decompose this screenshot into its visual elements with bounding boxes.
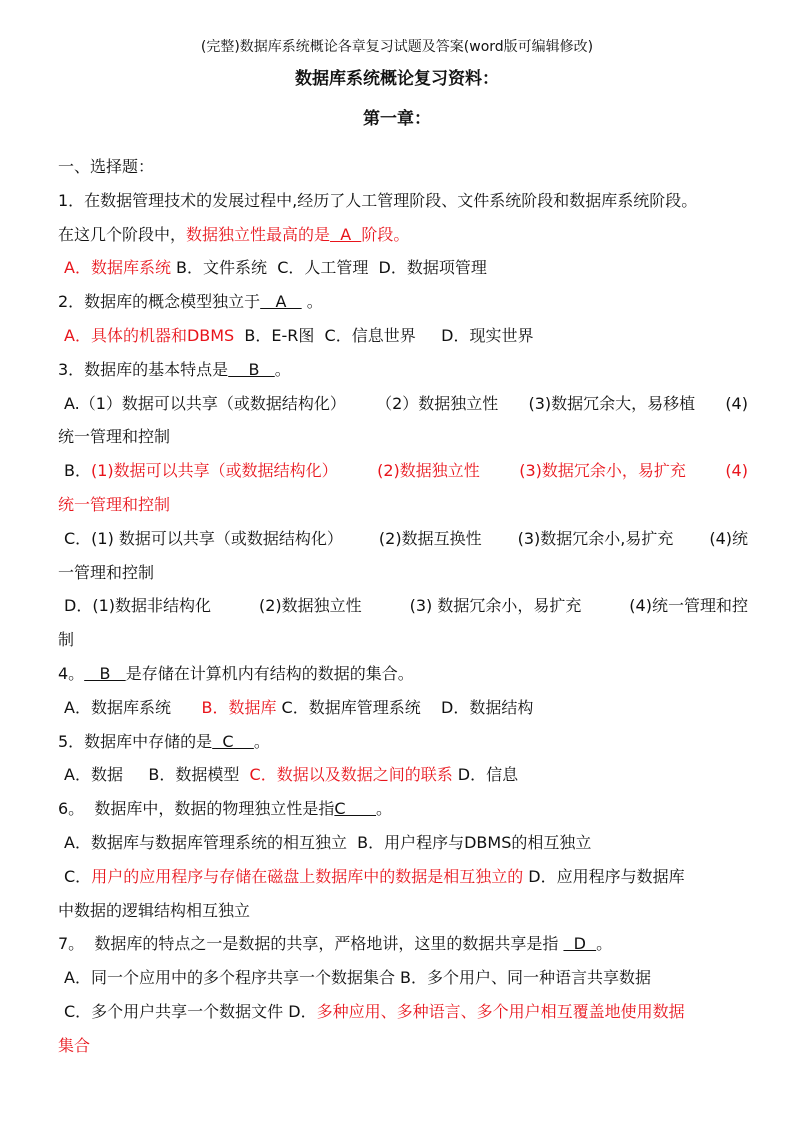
q3-d-part1: D．(1)数据非结构化 [64,596,211,616]
q3-option-b-line2: 统一管理和控制 [58,494,171,514]
q7-stem [58,927,748,961]
q3-a-part4: (4) [725,393,748,413]
q4-stem [58,657,748,691]
q2-stem [58,285,748,319]
q7-option-d-line2: 集合 [58,1035,91,1055]
q5-option-c: C．数据以及数据之间的联系 [249,765,453,785]
q5-answer-blank: C [212,731,254,751]
q3-stem-end: 。 [274,359,291,379]
q6-option-d-line2: 中数据的逻辑结构相互独立 [58,900,251,920]
q3-d-part2: (2)数据独立性 [258,596,362,616]
q2-option-rest: B．E-R图 C．信息世界 D．现实世界 [234,325,534,345]
q6-options-cd [58,860,748,894]
q4-option-rest: C．数据库管理系统 D．数据结构 [276,697,534,717]
q1-stem-plain: 在这几个阶段中， [58,224,187,244]
q4-stem-num: 4。 [58,663,85,683]
q4-stem-text: 是存储在计算机内有结构的数据的集合。 [125,663,414,683]
q1-stem-line1: 1．在数据管理技术的发展过程中,经历了人工管理阶段、文件系统阶段和数据库系统阶段。 [58,190,698,210]
q1-option-a: A．数据库系统 [64,258,171,278]
q5-option-ab: A．数据 B．数据模型 [64,765,250,785]
q6-option-d: D．应用程序与数据库 [523,866,685,886]
q2-answer-blank: A [260,292,302,312]
q1-stem-red: 数据独立性最高的是 [186,224,331,244]
q3-c-part4: (4)统 [709,528,748,548]
q6-stem-end: 。 [376,799,393,819]
q1-options [58,251,748,285]
q3-d-part3: (3) 数据冗余小，易扩充 [409,596,582,616]
q3-b-part4: (4) [725,461,748,481]
q3-a-part1: A.（1）数据可以共享（或数据结构化） [64,393,346,413]
q1-answer-blank: A [330,224,362,244]
q3-c-part2: (2)数据互换性 [378,528,482,548]
q7-option-d: 多种应用、多种语言、多个用户相互覆盖地使用数据 [316,1001,685,1021]
page-header: (完整)数据库系统概论各章复习试题及答案(word版可编辑修改) [200,39,594,55]
q1-stem-line2 [58,218,748,252]
section-heading: 一、选择题： [58,157,155,176]
q3-b-label: B． [64,461,91,481]
q3-a-part2: （2）数据独立性 [376,393,499,413]
q7-stem-text: 7。 数据库的特点之一是数据的共享，严格地讲，这里的数据共享是指 [58,934,564,954]
q3-c-part1: C．(1) 数据可以共享（或数据结构化） [64,528,343,548]
q6-stem-text: 6。 数据库中，数据的物理独立性是指 [58,799,335,819]
chapter-heading: 第一章： [363,109,431,129]
q5-stem [58,725,748,759]
q5-stem-text: 5．数据库中存储的是 [58,731,213,751]
q1-stem-red-end: 阶段。 [361,224,410,244]
q4-answer-blank: B [84,663,126,683]
q5-stem-end: 。 [253,731,270,751]
q7-options-cd [58,995,748,1029]
q3-b-part1 [64,454,338,488]
q3-b-text1: (1)数据可以共享（或数据结构化） [90,461,338,481]
q6-option-c: 用户的应用程序与存储在磁盘上数据库中的数据是相互独立的 [91,866,524,886]
q2-stem-end: 。 [301,292,323,312]
q2-stem-text: 2．数据库的概念模型独立于 [58,292,261,312]
q3-b-part2: (2)数据独立性 [377,461,480,481]
q3-c-part3: (3)数据冗余小,易扩充 [517,528,674,548]
q7-options-ab: A．同一个应用中的多个程序共享一个数据集合 B．多个用户、同一种语言共享数据 [64,968,652,988]
q4-option-b: B．数据库 [201,697,277,717]
q3-stem [58,353,748,387]
q3-stem-text: 3．数据库的基本特点是 [58,359,229,379]
q5-options [58,758,748,792]
q2-options [58,319,748,353]
q5-option-d: D．信息 [452,765,519,785]
q3-option-d-line1 [58,589,748,623]
q4-options [58,691,748,725]
q3-option-c-line1 [58,522,748,556]
q3-option-a-line2: 统一管理和控制 [58,427,171,447]
q7-stem-end: 。 [596,934,613,954]
q3-option-c-line2: 一管理和控制 [58,562,155,582]
document-title: 数据库系统概论复习资料： [295,69,499,89]
q4-option-a: A．数据库系统 [64,697,202,717]
q6-stem [58,792,748,826]
q3-option-a-line1 [58,387,748,421]
q3-a-part3: (3)数据冗余大，易移植 [528,393,696,413]
q1-option-rest: B．文件系统 C．人工管理 D．数据项管理 [170,258,487,278]
q6-options-ab: A．数据库与数据库管理系统的相互独立 B．用户程序与DBMS的相互独立 [64,832,592,852]
q3-b-part3: (3)数据冗余小，易扩充 [519,461,686,481]
q3-option-d-line2: 制 [58,630,75,650]
q7-answer-blank: D [563,934,597,954]
q3-option-b-line1 [58,454,748,488]
q6-answer-blank: C [334,799,377,819]
q7-option-c: C．多个用户共享一个数据文件 D． [64,1001,317,1021]
q3-d-part4: (4)统一管理和控 [629,596,748,616]
q6-c-label: C． [64,866,92,886]
q3-answer-blank: B [228,359,275,379]
document-body [58,150,748,1063]
q2-option-a: A．具体的机器和DBMS [64,325,235,345]
